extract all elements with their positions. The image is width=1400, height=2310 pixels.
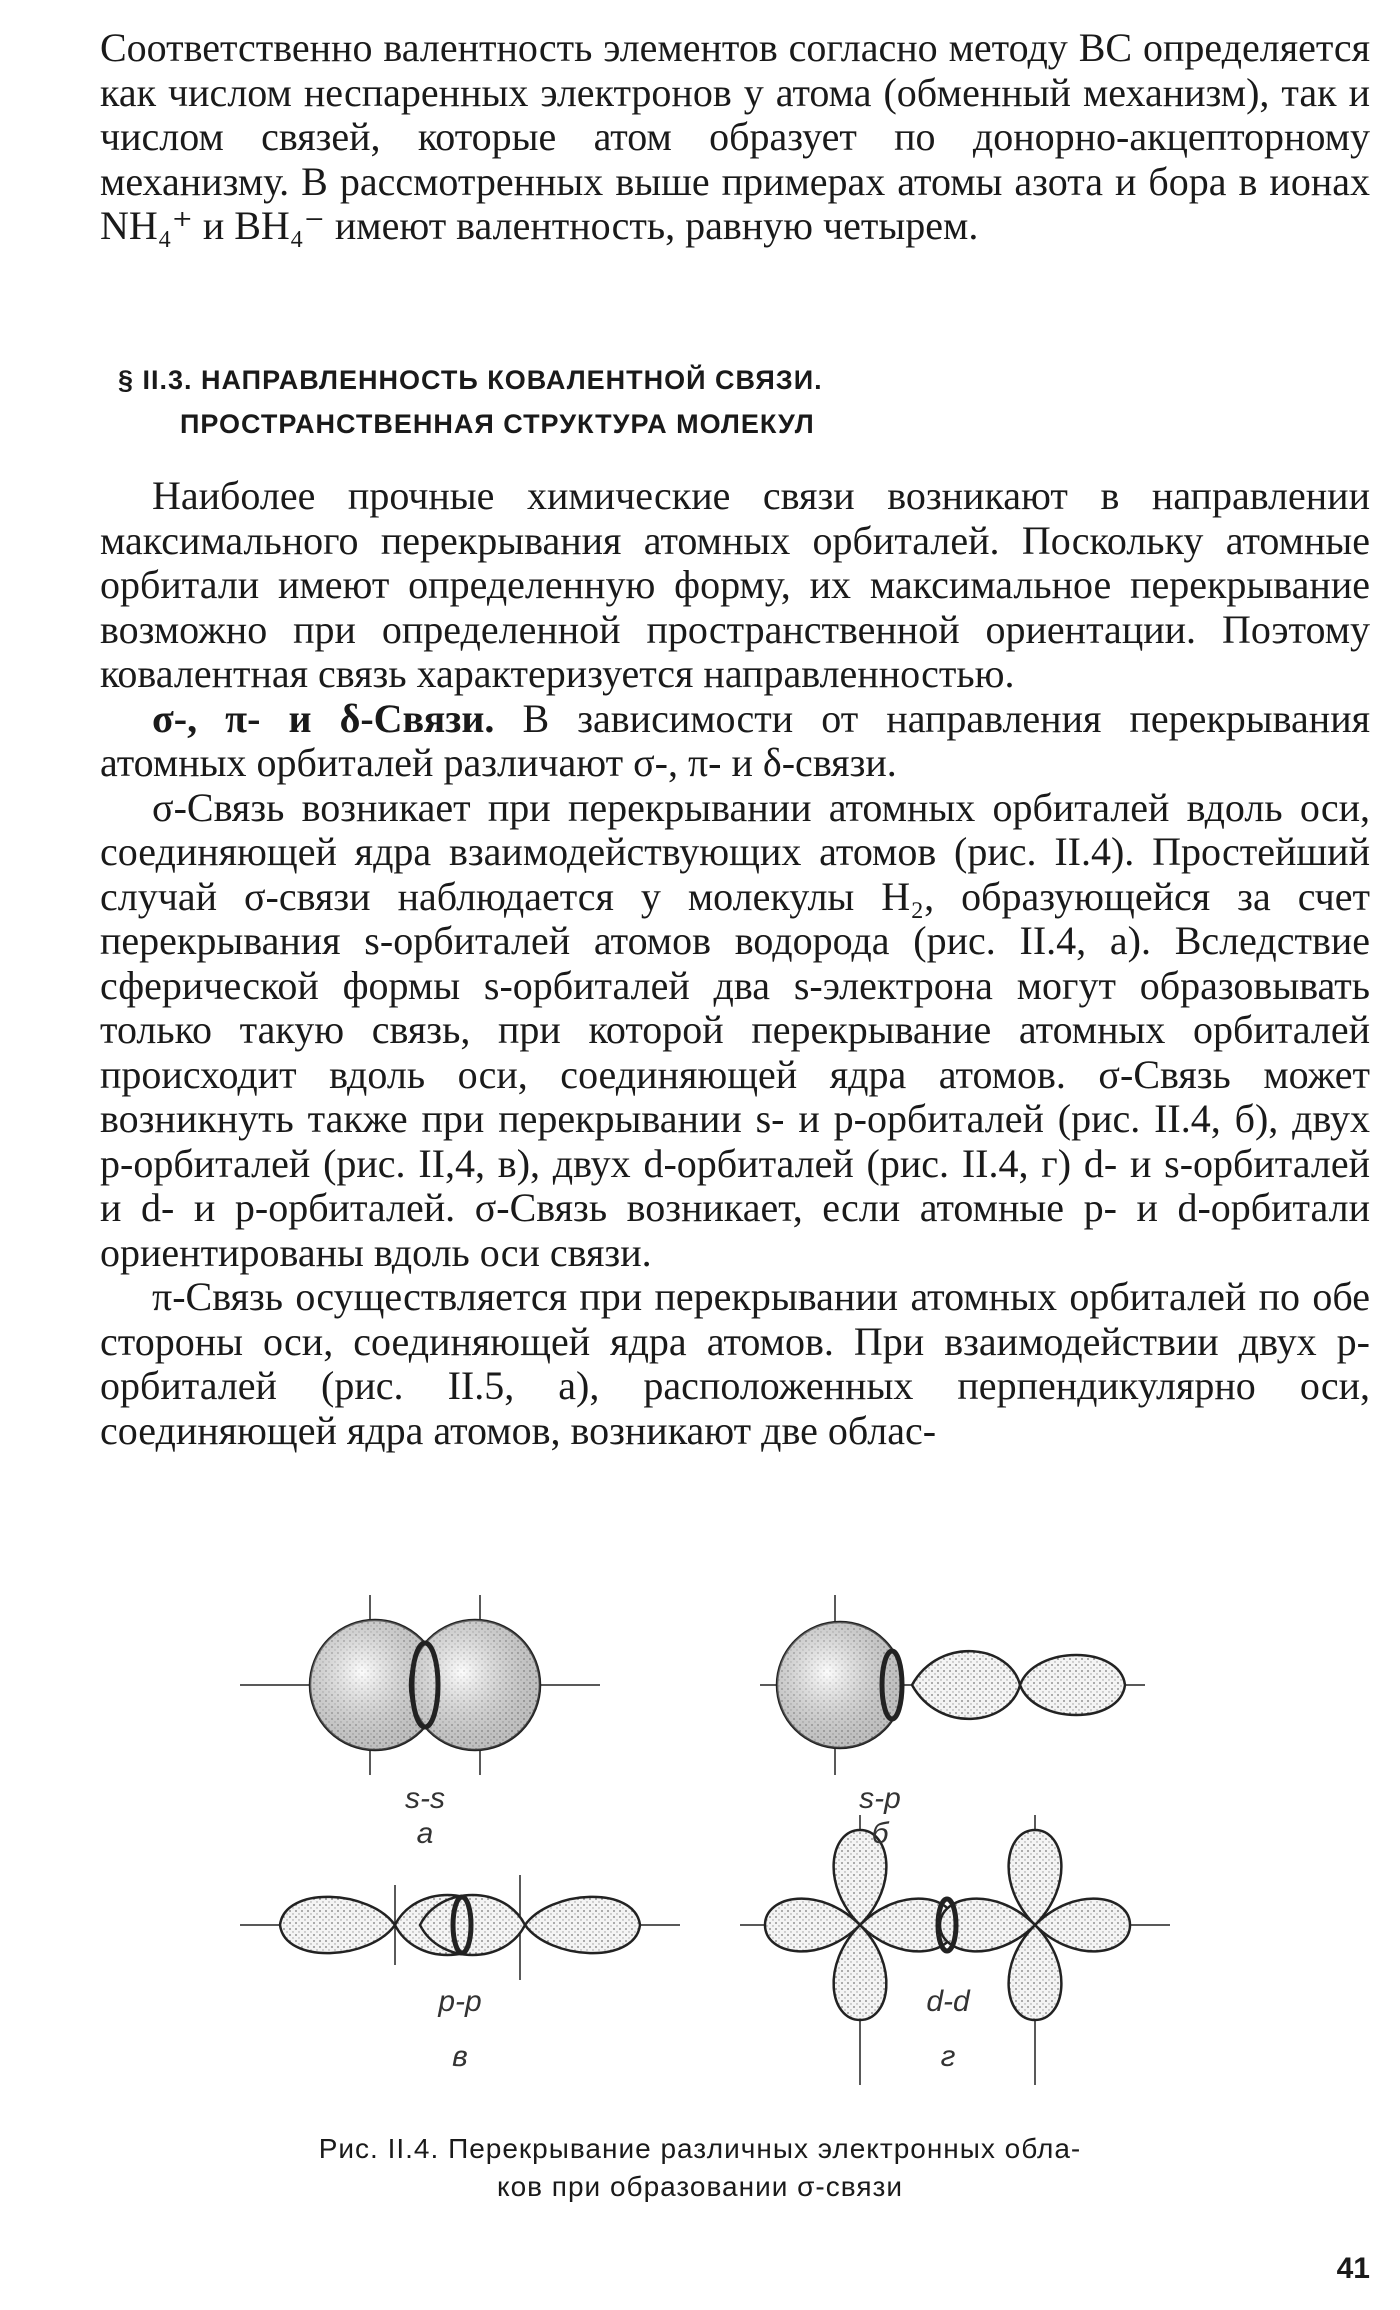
panel-c-type-label: p-p bbox=[438, 1985, 482, 2018]
figure-orbital-overlap bbox=[240, 1585, 1180, 2105]
paragraph-1: Наиболее прочные химические связи возникают в направлении максимального перекрывания атомных орбиталей. Поскольку атомные орбитали имеют определенную форму, их максимальное перекрывание возможно при определенной пространственной ориентации. Поэтому ковалентная связь характеризуется направленностью. bbox=[100, 473, 1370, 696]
paragraph-2-bold-lead: σ-, π- и δ-Связи. bbox=[152, 695, 495, 741]
panel-a-s-s-orbitals bbox=[240, 1595, 600, 1775]
panel-b-type-label: s-p bbox=[859, 1782, 901, 1815]
page-number: 41 bbox=[1336, 2252, 1370, 2285]
panel-d-letter: г bbox=[940, 2040, 956, 2073]
heading-line-1: § II.3. НАПРАВЛЕННОСТЬ КОВАЛЕНТНОЙ СВЯЗИ. bbox=[118, 365, 823, 395]
panel-c-letter: в bbox=[452, 2040, 468, 2073]
panel-d-type-label: d-d bbox=[926, 1985, 970, 2018]
intro-text: Соответственно валентность элементов согласно методу ВС определяется как числом неспаренных электронов у атома (обменный механизм), так и числом связей, которые атом образует по донорно-акцепторному механизму. В рассмотренных выше примерах атомы азота и бора в ионах NH₄⁺ и BH₄⁻ имеют валентность, равную четырем. bbox=[100, 25, 1370, 248]
heading-line-2: ПРОСТРАНСТВЕННАЯ СТРУКТУРА МОЛЕКУЛ bbox=[180, 409, 815, 439]
paragraph-3: σ-Связь возникает при перекрывании атомных орбиталей вдоль оси, соединяющей ядра взаимодействующих атомов (рис. II.4). Простейший случай σ-связи наблюдается у молекулы H₂, образующейся за счет перекрывания s-орбиталей атомов водорода (рис. II.4, а). Вследствие сферической формы s-орбиталей два s-электрона могут образовывать только такую связь, при которой перекрывание атомных орбиталей происходит вдоль оси, соединяющей ядра атомов. σ-Связь может возникнуть также при перекрывании s- и p-орбиталей (рис. II.4, б), двух p-орбиталей (рис. II,4, в), двух d-орбиталей (рис. II.4, г) d- и s-орбиталей и d- и p-орбиталей. σ-Связь возникает, если атомные p- и d-орбитали ориентированы вдоль оси связи. bbox=[100, 784, 1370, 1275]
section-heading bbox=[118, 358, 1318, 446]
panel-a-type-label: s-s bbox=[405, 1782, 445, 1815]
paragraph-2-rest: В зависимости от направления перекрывания атомных орбиталей различают σ-, π- и δ-связи. bbox=[100, 695, 1371, 785]
body-text bbox=[100, 474, 1370, 1453]
panel-a-letter: а bbox=[416, 1817, 434, 1850]
paragraph-4: π-Связь осуществляется при перекрывании атомных орбиталей по обе стороны оси, соединяющей ядра атомов. При взаимодействии двух p-орбиталей (рис. II.5, а), расположенных перпендикулярно оси, соединяющей ядра атомов, возникают две облас- bbox=[100, 1274, 1370, 1453]
panel-b-s-p-orbitals bbox=[760, 1595, 1145, 1775]
paragraph-2 bbox=[100, 697, 1370, 786]
panel-b-letter: б bbox=[871, 1817, 889, 1850]
panel-c-p-p-orbitals bbox=[240, 1875, 680, 1980]
caption-line-1: Рис. II.4. Перекрывание различных электронных обла- bbox=[318, 2133, 1082, 2164]
intro-paragraph bbox=[100, 26, 1370, 249]
figure-caption bbox=[230, 2130, 1170, 2206]
caption-line-2: ков при образовании σ-связи bbox=[497, 2171, 903, 2202]
